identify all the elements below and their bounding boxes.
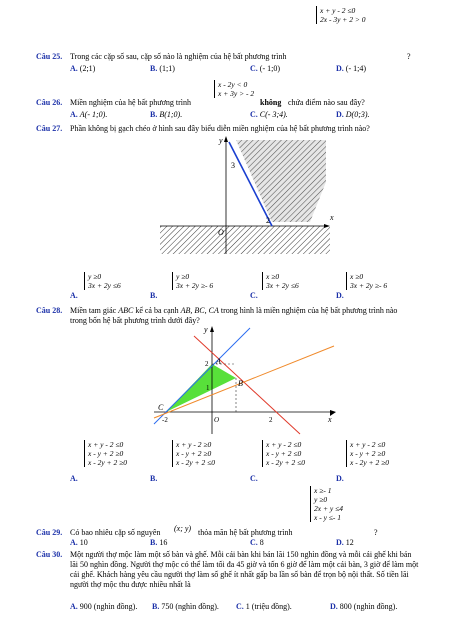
q30-option-d[interactable]: D. 800 (nghìn đồng). bbox=[330, 602, 398, 611]
q25-option-a[interactable]: A. (2;1) bbox=[70, 64, 96, 73]
q28-graph bbox=[150, 326, 340, 436]
q29-text-1: Có bao nhiêu cặp số nguyên bbox=[70, 528, 161, 537]
q27-option-c[interactable]: x ≥0 3x + 2y ≤6 bbox=[262, 272, 299, 290]
q28-option-c-label: C. bbox=[250, 474, 258, 483]
q27-x-tick: 2 bbox=[266, 216, 270, 225]
q27-option-c-label: C. bbox=[250, 291, 258, 300]
q26-system bbox=[214, 80, 254, 98]
q30-number: Câu 30. bbox=[36, 550, 63, 559]
q29-number: Câu 29. bbox=[36, 528, 63, 537]
q27-option-d[interactable]: x ≥0 3x + 2y ≥- 6 bbox=[346, 272, 387, 290]
q26-option-a[interactable]: A. A(- 1;0). bbox=[70, 110, 108, 119]
q26-option-c[interactable]: C. C(- 3;4). bbox=[250, 110, 288, 119]
q26-sys-line-1: x - 2y < 0 bbox=[218, 80, 248, 89]
q29-option-d[interactable]: D. 12 bbox=[336, 538, 354, 547]
q28-x-label: x bbox=[328, 415, 332, 424]
q26-text: Miền nghiệm của hệ bất phương trình bbox=[70, 98, 191, 107]
q29-text-2: thỏa mãn hệ bất phương trình bbox=[198, 528, 293, 537]
q28-option-d[interactable]: x + y - 2 ≤0 x - y + 2 ≥0 x - 2y + 2 ≥0 bbox=[346, 440, 389, 467]
q28-point-c: C bbox=[158, 403, 164, 412]
q28-text: Miền tam giác ABC kể cả ba cạnh AB, BC, CA trong hình là miền nghiệm của hệ bất phương trình nào trong bốn hệ bất phương trình dưới đây? bbox=[70, 306, 398, 325]
q28-option-d-label: D. bbox=[336, 474, 344, 483]
q29-option-a[interactable]: A. 10 bbox=[70, 538, 88, 547]
q27-y-tick: 3 bbox=[231, 161, 235, 170]
q27-option-b[interactable]: y ≥0 3x + 2y ≥- 6 bbox=[172, 272, 213, 290]
q26-end: chứa điểm nào sau đây? bbox=[288, 98, 365, 107]
q26-bold-khong: không bbox=[260, 98, 282, 107]
q25-text: Trong các cặp số sau, cặp số nào là nghiệm của hệ bất phương trình bbox=[70, 52, 287, 61]
q27-y-label: y bbox=[219, 136, 223, 145]
q28-line-x-minus-y-plus-2 bbox=[154, 328, 250, 424]
q26-number: Câu 26. bbox=[36, 98, 63, 107]
q27-text: Phần không bị gạch chéo ở hình sau đây biểu diễn miền nghiệm của hệ bất phương trình nào? bbox=[70, 124, 370, 133]
q28-tick-y2: 2 bbox=[205, 360, 209, 368]
q27-option-b-label: B. bbox=[150, 291, 158, 300]
q28-y-label: y bbox=[204, 326, 208, 334]
q26-option-b[interactable]: B. B(1;0). bbox=[150, 110, 183, 119]
q26-sys-line-2: x + 3y > - 2 bbox=[218, 89, 255, 98]
q25-option-b[interactable]: B. (1;1) bbox=[150, 64, 175, 73]
q29-option-b[interactable]: B. 16 bbox=[150, 538, 168, 547]
q30-option-b[interactable]: B. 750 (nghìn đồng). bbox=[152, 602, 219, 611]
q27-x-label: x bbox=[330, 213, 334, 222]
q28-option-c[interactable]: x + y - 2 ≤0 x - y + 2 ≤0 x - 2y + 2 ≤0 bbox=[262, 440, 305, 467]
q29-pair: (x; y) bbox=[174, 524, 192, 533]
q27-hatched-region-below bbox=[160, 226, 330, 254]
q28-point-b: B bbox=[238, 379, 243, 388]
q27-number: Câu 27. bbox=[36, 124, 63, 133]
q30-option-a[interactable]: A. 900 (nghìn đồng). bbox=[70, 602, 138, 611]
q28-option-b[interactable]: x + y - 2 ≥0 x - y + 2 ≥0 x - 2y + 2 ≤0 bbox=[172, 440, 215, 467]
q25-option-c[interactable]: C. (- 1;0) bbox=[250, 64, 280, 73]
q27-origin: O bbox=[218, 228, 224, 237]
q28-tick-x2: 2 bbox=[269, 416, 273, 424]
q26-option-d[interactable]: D. D(0;3). bbox=[336, 110, 370, 119]
q28-triangle-region bbox=[166, 364, 236, 412]
q28-option-b-label: B. bbox=[150, 474, 158, 483]
q29-end: ? bbox=[374, 528, 378, 537]
q28-line-x-minus-2y-plus-2 bbox=[154, 346, 334, 418]
q25-system bbox=[316, 6, 366, 24]
q27-graph bbox=[140, 134, 340, 260]
q29-system: x ≥- 1 y ≥0 2x + y ≤4 x - y ≤- 1 bbox=[310, 486, 343, 522]
q28-point-a: A bbox=[216, 357, 221, 366]
q25-end: ? bbox=[407, 52, 411, 61]
q28-option-a[interactable]: x + y - 2 ≤0 x - y + 2 ≥0 x - 2y + 2 ≥0 bbox=[84, 440, 127, 467]
q28-option-a-label: A. bbox=[70, 474, 78, 483]
q30-option-c[interactable]: C. 1 (triệu đồng). bbox=[236, 602, 292, 611]
q27-y-arrow bbox=[224, 136, 228, 142]
q25-number: Câu 25. bbox=[36, 52, 63, 61]
q27-option-a-label: A. bbox=[70, 291, 78, 300]
q27-option-d-label: D. bbox=[336, 291, 344, 300]
q29-option-c[interactable]: C. 8 bbox=[250, 538, 264, 547]
q28-origin: O bbox=[214, 416, 220, 424]
q30-text: Một người thợ mộc làm một số bàn và ghế. Mỗi cái bàn khi bán lãi 150 nghìn đồng và mỗi cái ghế khi bán lãi 50 nghìn đồng. Người thợ mộc có thể làm tối đa 45 giờ và tốn 6 giờ để làm một cái bàn, 3 giờ để làm một cái ghế. Khách hàng yêu cầu người thợ làm số ghế ít nhất gấp ba lần số bàn để trọn bộ nội thất. Số tiền lãi người thợ mộc thu được nhiều nhất là bbox=[70, 550, 419, 589]
q27-option-a[interactable]: y ≥0 3x + 2y ≤6 bbox=[84, 272, 121, 290]
q28-number: Câu 28. bbox=[36, 306, 63, 315]
q25-sys-line-2: 2x - 3y + 2 > 0 bbox=[320, 15, 366, 24]
q28-y-arrow bbox=[210, 326, 214, 332]
q25-option-d[interactable]: D. (- 1;4) bbox=[336, 64, 366, 73]
q25-sys-line-1: x + y - 2 ≤0 bbox=[320, 6, 356, 15]
q28-tick-y1: 1 bbox=[206, 384, 210, 392]
q28-tick-xm2: -2 bbox=[162, 416, 168, 424]
